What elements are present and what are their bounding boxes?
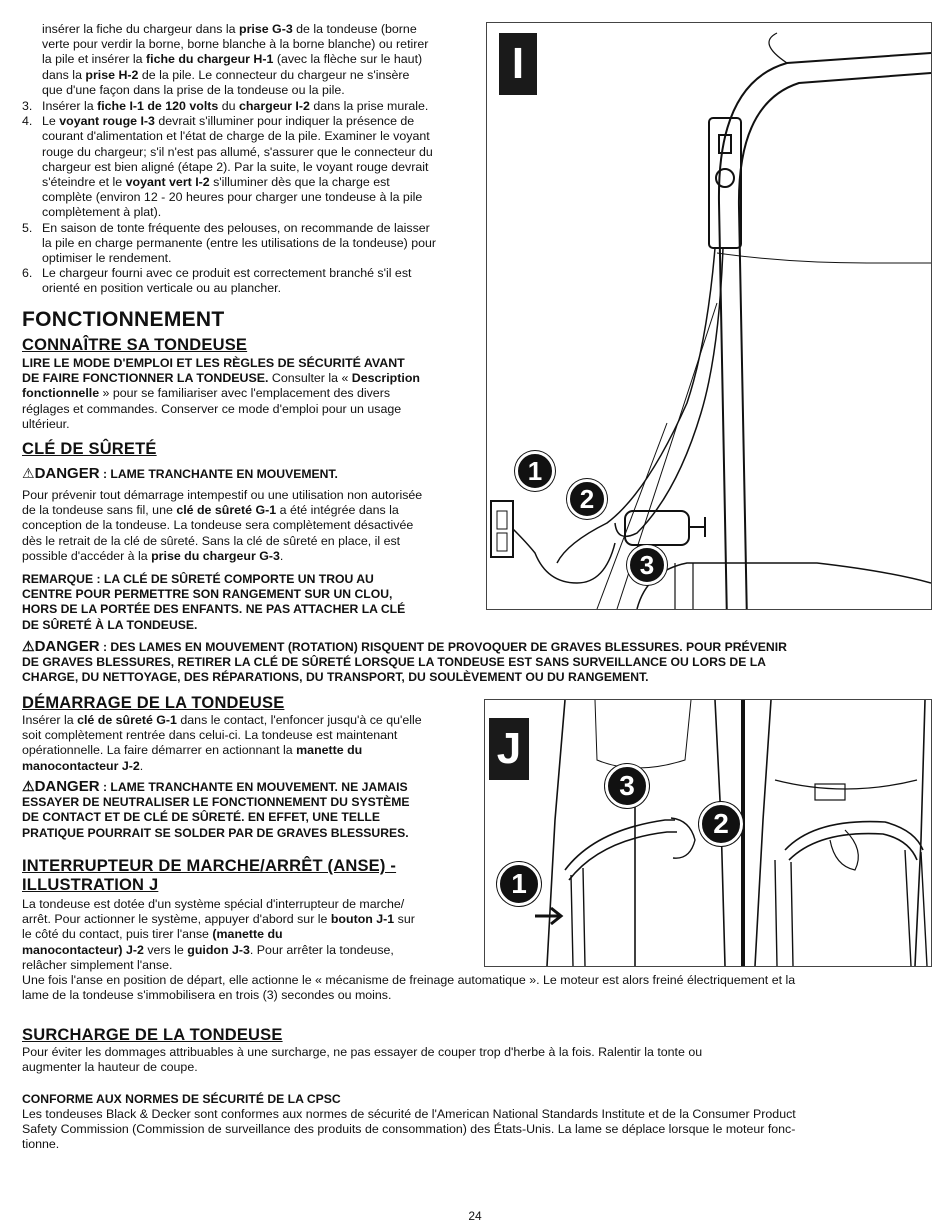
danger-label: DANGER	[34, 465, 100, 482]
text-line: REMARQUE : LA CLÉ DE SÛRETÉ COMPORTE UN TROU AU	[22, 572, 374, 586]
step-text	[42, 99, 482, 114]
danger-notice-wide	[22, 639, 932, 686]
list-item	[22, 221, 482, 267]
text-line: arrêt. Pour actionner le système, appuyer d'abord sur le bouton J-1 sur	[22, 912, 415, 927]
warning-triangle-icon: ⚠	[22, 465, 35, 481]
text-line: HORS DE LA PORTÉE DES ENFANTS. NE PAS ATTACHER LA CLÉ	[22, 602, 406, 617]
interrupteur-paragraph	[22, 897, 492, 973]
text-line: Pour éviter les dommages attribuables à une surcharge, ne pas essayer de couper trop d'herbe à la fois. Ralentir la tonte ou	[22, 1045, 703, 1059]
danger-label: DANGER	[34, 778, 100, 795]
text-line: DE SÛRETÉ À LA TONDEUSE.	[22, 617, 198, 632]
figure-j-handle-illustration	[484, 699, 932, 967]
text-line: La tondeuse est dotée d'un système spécial d'interrupteur de marche/	[22, 897, 405, 911]
text-line: LIRE LE MODE D'EMPLOI ET LES RÈGLES DE SÉCURITÉ AVANT	[22, 356, 405, 370]
callout-badge-1: 1	[515, 451, 555, 491]
text-line: soit complètement rentrée dans celui-ci. La tondeuse est maintenant	[22, 728, 398, 743]
step-text	[42, 114, 482, 220]
text-line: la pile en charge permanente (entre les utilisations de la tondeuse) pour	[42, 235, 436, 250]
text-line: Insérer la clé de sûreté G-1 dans le contact, l'enfoncer jusqu'à ce qu'elle	[22, 713, 422, 727]
text-line: chargeur est bien aligné (étape 2). Par la suite, le voyant rouge devrait	[42, 159, 429, 174]
list-item	[22, 266, 482, 296]
subheading-surcharge: SURCHARGE DE LA TONDEUSE	[22, 1026, 283, 1044]
danger-text: CHARGE, DU NETTOYAGE, DES RÉPARATIONS, DU TRANSPORT, DU SOULÈVEMENT OU DU RANGEMENT.	[22, 670, 649, 685]
page-number: 24	[468, 1209, 482, 1223]
text-line: orienté en position verticale ou au plancher.	[42, 281, 282, 296]
mower-charger-drawing	[487, 23, 931, 609]
text-line: rouge du chargeur; s'il n'est pas allumé, s'assurer que le connecteur du	[42, 144, 433, 159]
step-text	[42, 221, 482, 267]
heading-line: INTERRUPTEUR DE MARCHE/ARRÊT (ANSE) -	[22, 857, 397, 875]
intro-paragraph	[42, 22, 492, 98]
text-line: dès le retrait de la clé de sûreté. Sans la clé de sûreté en place, il est	[22, 533, 401, 548]
text-line: tionne.	[22, 1137, 60, 1152]
section-heading-fonctionnement: FONCTIONNEMENT	[22, 308, 225, 331]
list-item	[22, 99, 482, 114]
warning-triangle-icon: ⚠	[22, 778, 35, 794]
danger-text: : LAME TRANCHANTE EN MOUVEMENT.	[99, 467, 338, 481]
step-number: 6.	[22, 266, 33, 281]
list-item	[22, 114, 482, 220]
danger-text: PRATIQUE POURRAIT SE SOLDER PAR DE GRAVES BLESSURES.	[22, 825, 409, 840]
surcharge-paragraph	[22, 1045, 932, 1075]
cle-paragraph	[22, 488, 492, 564]
text-line: Le chargeur fourni avec ce produit est correctement branché s'il est	[42, 266, 412, 281]
danger-text: ESSAYER DE NEUTRALISER LE FONCTIONNEMENT DU SYSTÈME	[22, 795, 410, 810]
cpsc-paragraph	[22, 1107, 932, 1153]
text-line: de la tondeuse sans fil, une clé de sûreté G-1 a été intégrée dans la	[22, 503, 399, 518]
cpsc-heading: CONFORME AUX NORMES DE SÉCURITÉ DE LA CPSC	[22, 1092, 341, 1106]
figure-i-charger-illustration	[486, 22, 932, 610]
warning-triangle-icon: ⚠	[22, 638, 35, 654]
danger-label: DANGER	[34, 638, 100, 655]
text-line: que d'une façon dans la prise de la tondeuse ou la pile.	[42, 82, 345, 97]
text-line: Pour prévenir tout démarrage intempestif ou une utilisation non autorisée	[22, 488, 423, 502]
text-line: lame de la tondeuse s'immobilisera en trois (3) secondes ou moins.	[22, 988, 392, 1003]
danger-text: DE GRAVES BLESSURES, RETIRER LA CLÉ DE SÛRETÉ LORSQUE LA TONDEUSE EST SANS SURVEILLANCE OU LORS DE LA	[22, 655, 766, 670]
step-number: 4.	[22, 114, 33, 129]
remarque-paragraph	[22, 572, 492, 633]
text-line: opérationnelle. La faire démarrer en actionnant la manette du	[22, 743, 363, 758]
text-line: En saison de tonte fréquente des pelouses, on recommande de laisser	[42, 220, 430, 235]
text-line: réglages et commandes. Conserver ce mode d'emploi pour un usage	[22, 401, 402, 416]
text-line: Les tondeuses Black & Decker sont conformes aux normes de sécurité de l'American National Standards Institute et de la Consumer Product	[22, 1107, 796, 1121]
text-line: insérer la fiche du chargeur dans la prise G-3 de la tondeuse (borne	[42, 22, 417, 36]
danger-text: : LAME TRANCHANTE EN MOUVEMENT. NE JAMAIS	[99, 780, 408, 794]
danger-notice-demarrage	[22, 779, 492, 841]
step-number: 5.	[22, 220, 33, 235]
figure-tag: J	[489, 718, 529, 780]
text-line: dans la prise H-2 de la pile. Le connecteur du chargeur ne s'insère	[42, 67, 410, 82]
step-text	[42, 266, 482, 296]
text-line: verte pour verdir la borne, borne blanche à la borne blanche) ou retirer	[42, 37, 429, 52]
text-line: fonctionnelle » pour se familiariser avec l'emplacement des divers	[22, 386, 391, 401]
callout-badge-2: 2	[699, 802, 743, 846]
subheading-interrupteur	[22, 857, 396, 895]
demarrage-paragraph	[22, 713, 492, 774]
text-line: complètement à plat).	[42, 205, 162, 220]
text-line: complète (environ 12 - 20 heures pour charger une tondeuse à la pile	[42, 190, 423, 205]
subheading-demarrage: DÉMARRAGE DE LA TONDEUSE	[22, 694, 285, 712]
danger-text: DE CONTACT ET DE CLÉ DE SÛRETÉ. EN EFFET, UNE TELLE	[22, 810, 380, 825]
danger-text: : DES LAMES EN MOUVEMENT (ROTATION) RISQUENT DE PROVOQUER DE GRAVES BLESSURES. POUR PRÉVENIR	[99, 640, 787, 654]
text-line: possible d'accéder à la prise du chargeur G-3.	[22, 548, 284, 563]
text-line: manocontacteur J-2.	[22, 758, 144, 773]
figure-tag: I	[499, 33, 537, 95]
text-line: Insérer la fiche I-1 de 120 volts du chargeur I-2 dans la prise murale.	[42, 99, 429, 113]
callout-badge-1: 1	[497, 862, 541, 906]
text-line: la pile et insérer la fiche du chargeur H-1 (avec la flèche sur le haut)	[42, 52, 423, 67]
text-line: augmenter la hauteur de coupe.	[22, 1060, 198, 1075]
text-line: conception de la tondeuse. La tondeuse sera complètement désactivée	[22, 518, 414, 533]
callout-badge-2: 2	[567, 479, 607, 519]
subheading-cle-de-surete: CLÉ DE SÛRETÉ	[22, 440, 157, 458]
step-number: 3.	[22, 99, 33, 113]
danger-notice-cle	[22, 466, 482, 482]
interrupteur-wide-paragraph	[22, 973, 932, 1003]
subheading-connaitre: CONNAÎTRE SA TONDEUSE	[22, 336, 248, 354]
connaitre-paragraph	[22, 356, 492, 432]
text-line: courant d'alimentation et l'état de charge de la pile. Examiner le voyant	[42, 129, 430, 144]
text-line: s'éteindre et le voyant vert I-2 s'illuminer dès que la charge est	[42, 175, 390, 190]
text-line: Safety Commission (Commission de surveillance des produits de consommation) des États-Unis. La lame se déplace lorsque le moteur fonc-	[22, 1122, 796, 1137]
callout-badge-3: 3	[605, 764, 649, 808]
text-line: ultérieur.	[22, 416, 70, 431]
text-line: optimiser le rendement.	[42, 251, 172, 266]
heading-line: ILLUSTRATION J	[22, 876, 159, 894]
text-line: le côté du contact, puis tirer l'anse (manette du	[22, 927, 283, 942]
charging-steps-list	[22, 99, 482, 297]
callout-badge-3: 3	[627, 545, 667, 585]
text-line: relâcher simplement l'anse.	[22, 957, 173, 972]
text-line: CENTRE POUR PERMETTRE SON RANGEMENT SUR UN CLOU,	[22, 587, 393, 602]
text-line: Le voyant rouge I-3 devrait s'illuminer pour indiquer la présence de	[42, 114, 415, 129]
text-line: manocontacteur) J-2 vers le guidon J-3. Pour arrêter la tondeuse,	[22, 942, 394, 957]
text-line: Une fois l'anse en position de départ, elle actionne le « mécanisme de freinage automatique ». Le moteur est alors freiné électriquement et la	[22, 973, 796, 987]
text-line: DE FAIRE FONCTIONNER LA TONDEUSE. Consulter la « Description	[22, 371, 420, 386]
